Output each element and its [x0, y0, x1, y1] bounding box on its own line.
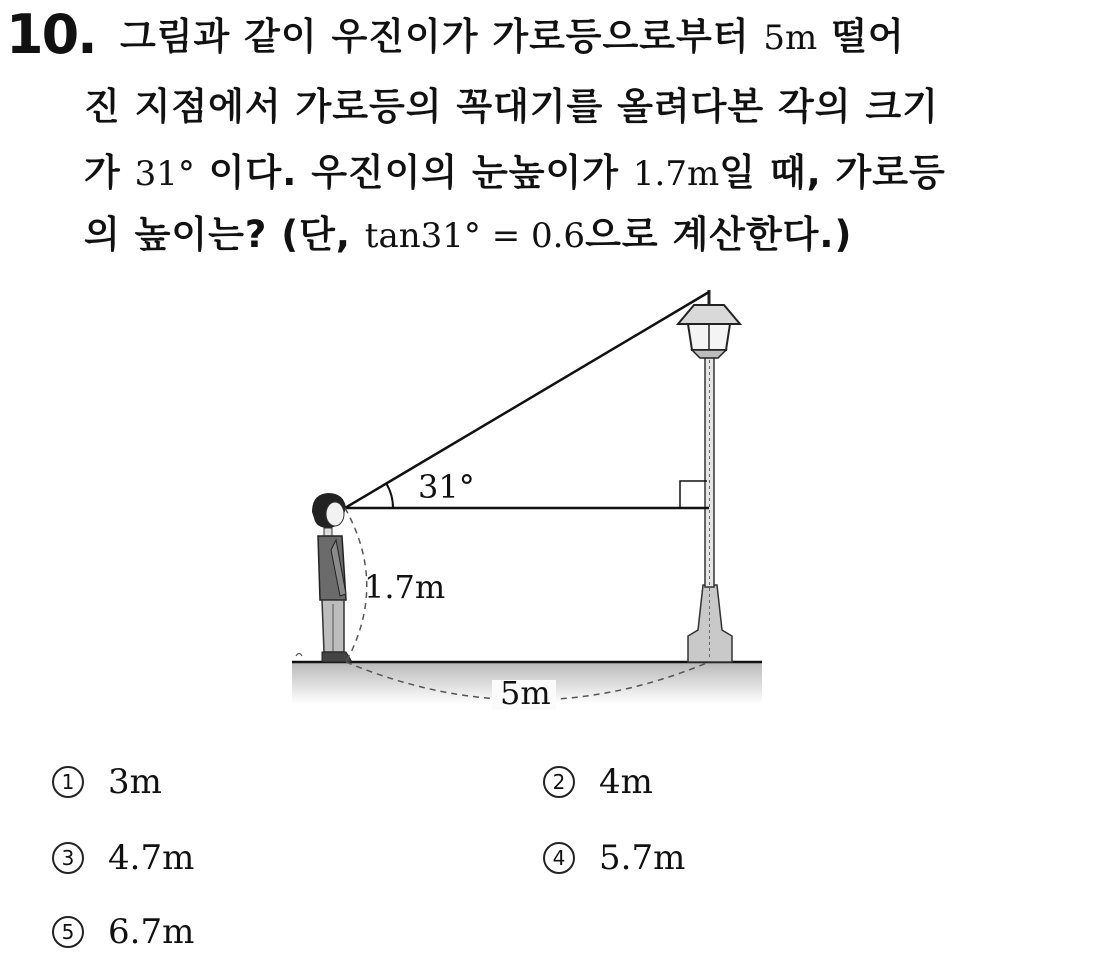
pebble-mark [296, 654, 302, 657]
angle-label: 31° [418, 468, 475, 506]
choice-text-1: 3m [108, 762, 162, 802]
distance-label: 5m [500, 674, 551, 712]
lamp-cap [678, 305, 740, 324]
choice-mark-2: 2 [543, 766, 575, 798]
choice-3[interactable] [52, 836, 194, 880]
question-line-4: 의 높이는? (단, tan31° = 0.6으로 계산한다.) [84, 213, 853, 256]
choice-text-2: 4m [599, 762, 653, 802]
choice-mark-4: 4 [543, 842, 575, 874]
choice-5[interactable] [52, 910, 194, 954]
choice-1[interactable] [52, 760, 162, 804]
choice-text-5: 6.7m [108, 912, 195, 952]
choice-mark-5: 5 [52, 916, 84, 948]
choice-mark-3: 3 [52, 842, 84, 874]
question-number: 10. [6, 3, 96, 66]
height-label: 1.7m [364, 568, 446, 606]
boy-figure [312, 493, 352, 662]
question-line-2: 진 지점에서 가로등의 꼭대기를 올려다본 각의 크기 [84, 85, 939, 128]
angle-value: 31° [134, 154, 195, 194]
tan-formula: tan31° = 0.6 [364, 216, 586, 256]
eye-height-value: 1.7m [632, 154, 720, 194]
question-line-1: 그림과 같이 우진이가 가로등으로부터 5m 떨어 [120, 15, 905, 58]
choice-text-4: 5.7m [599, 838, 686, 878]
lamp-bottom [692, 350, 726, 358]
choice-2[interactable] [543, 760, 653, 804]
choice-4[interactable] [543, 836, 685, 880]
distance-value: 5m [763, 18, 818, 58]
angle-arc [386, 483, 393, 508]
right-angle-mark [680, 481, 707, 508]
sight-line [345, 292, 709, 508]
choice-text-3: 4.7m [108, 838, 195, 878]
question-line-3: 가 31° 이다. 우진이의 눈높이가 1.7m일 때, 가로등 [84, 151, 946, 194]
choice-mark-1: 1 [52, 766, 84, 798]
